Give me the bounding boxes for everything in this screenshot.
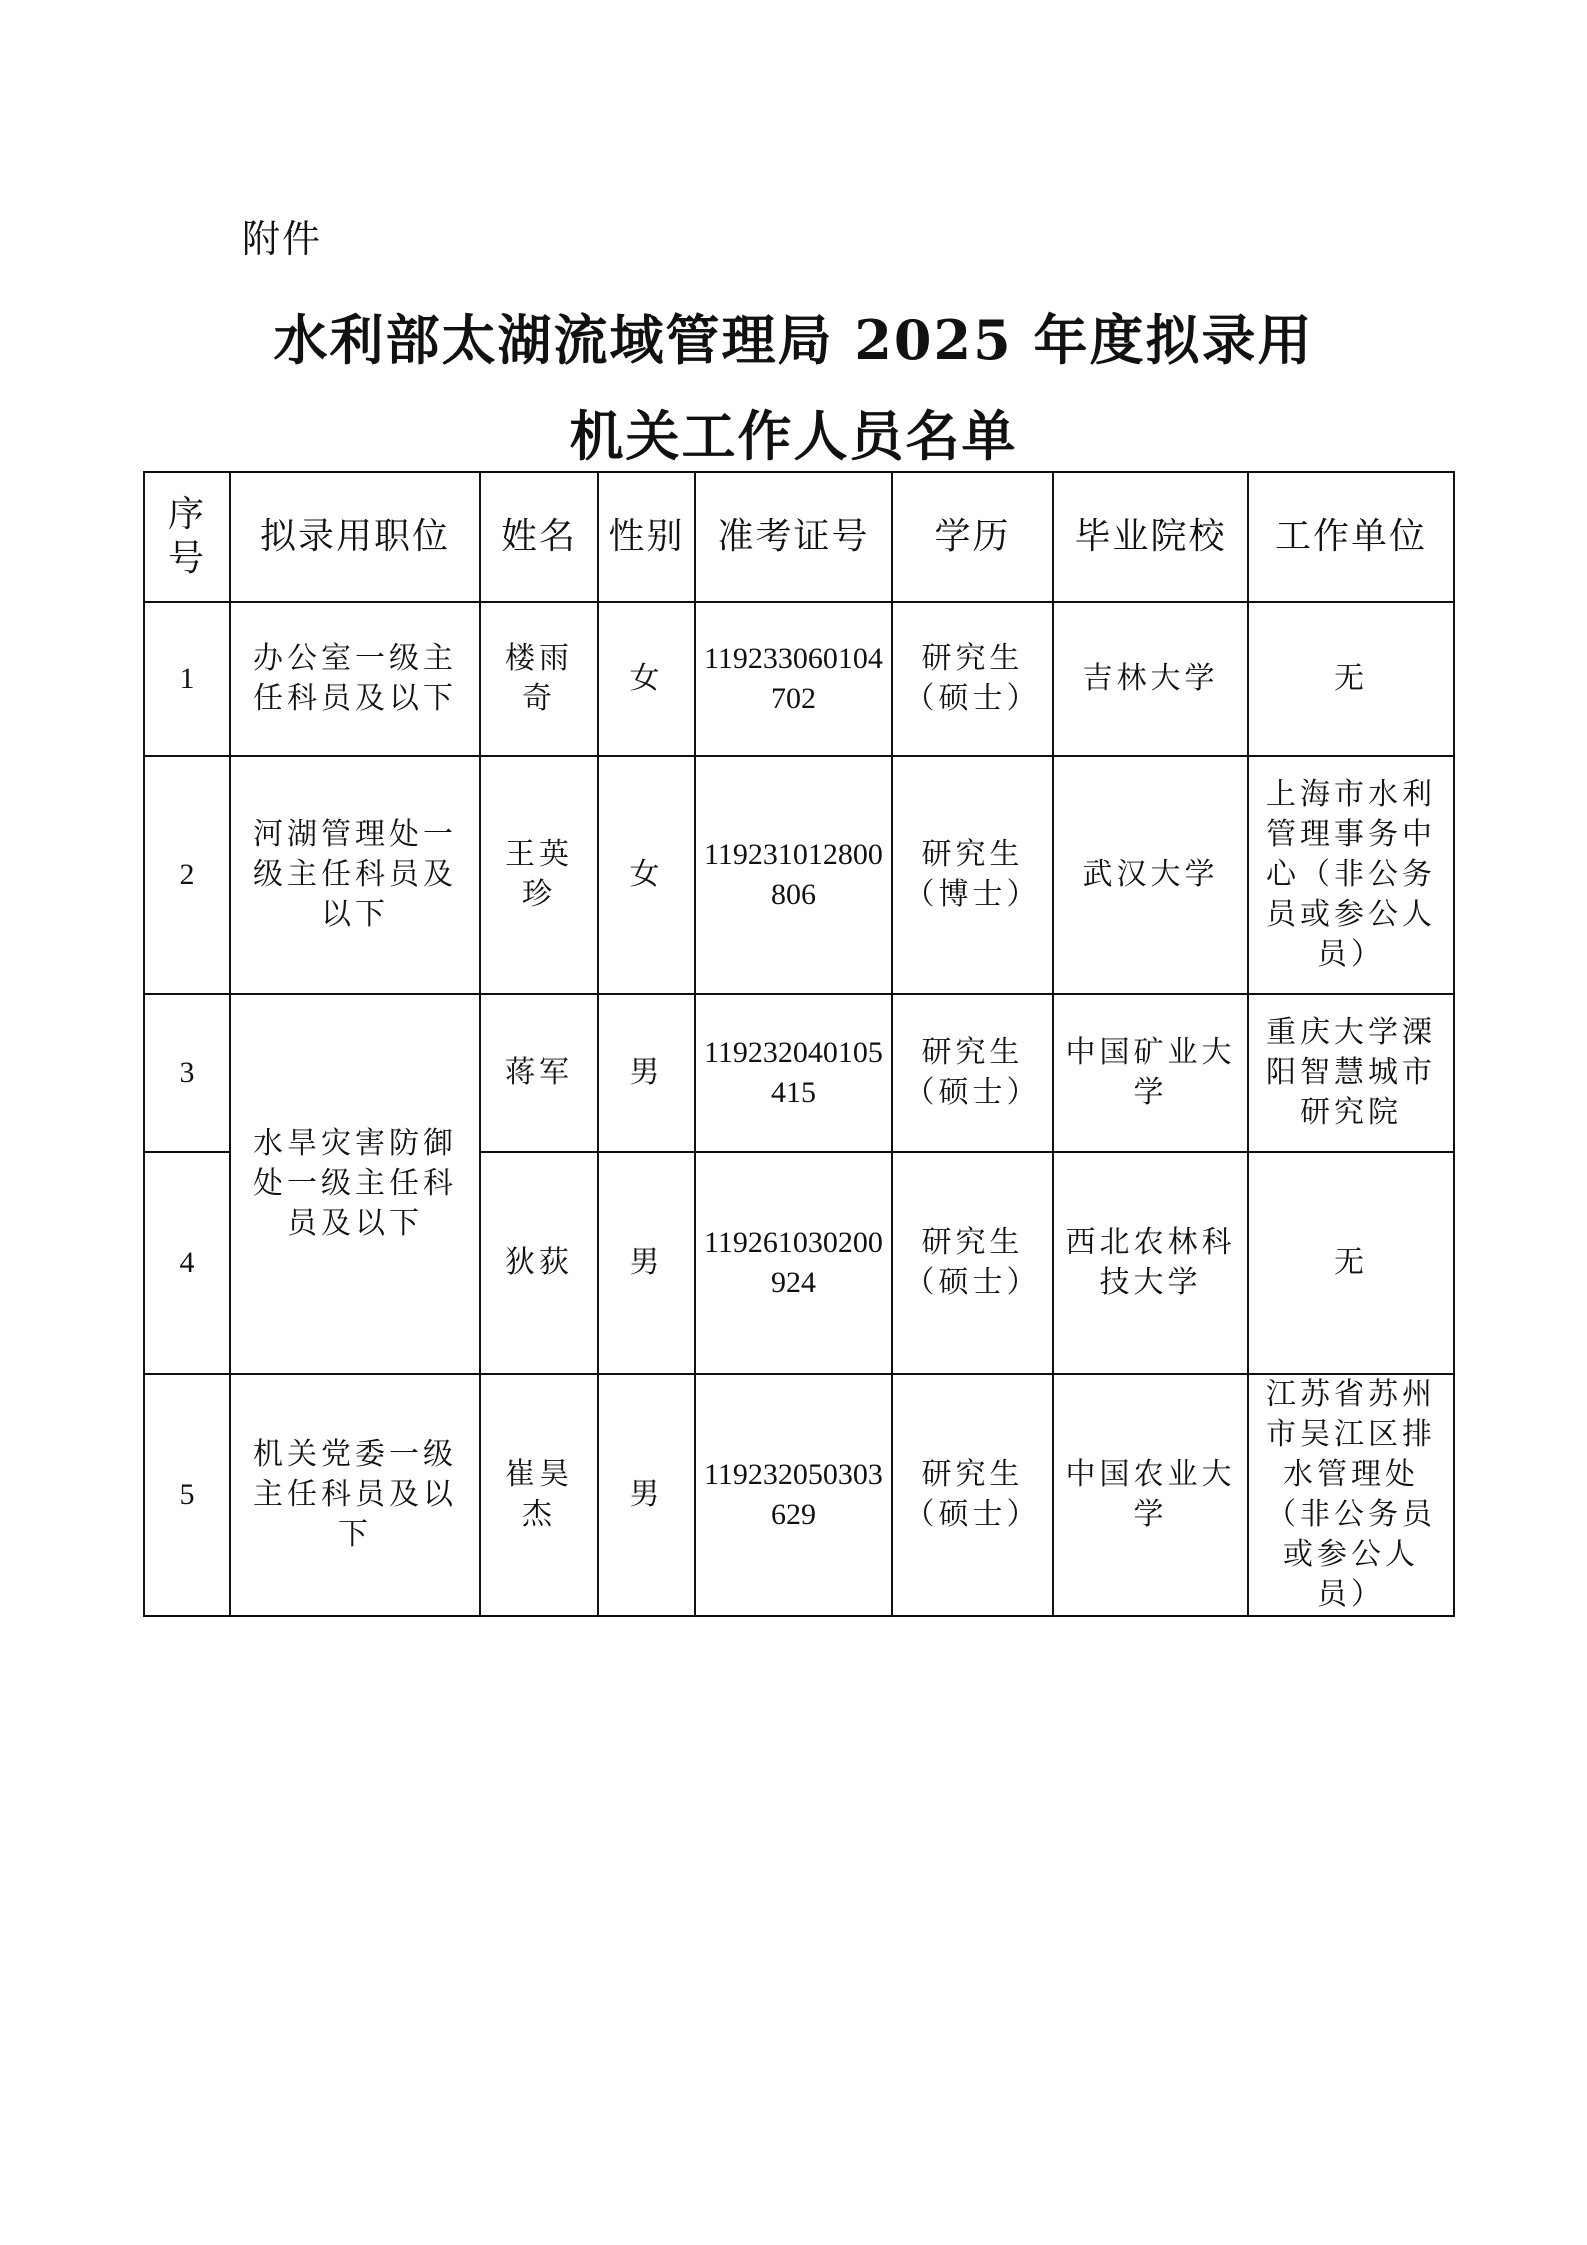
cell-gender: 女	[598, 756, 695, 994]
cell-gender: 男	[598, 994, 695, 1152]
recruitment-roster-table	[143, 471, 1455, 1617]
header-employer: 工作单位	[1248, 472, 1454, 602]
cell-position: 河湖管理处一级主任科员及以下	[230, 756, 480, 994]
header-gender: 性别	[598, 472, 695, 602]
header-education: 学历	[892, 472, 1053, 602]
cell-gender: 女	[598, 602, 695, 756]
cell-school: 西北农林科技大学	[1053, 1152, 1248, 1374]
cell-education: 研究生（博士）	[892, 756, 1053, 994]
cell-name: 蒋军	[480, 994, 598, 1152]
cell-school: 武汉大学	[1053, 756, 1248, 994]
header-name: 姓名	[480, 472, 598, 602]
cell-exam-id: 119232050303629	[695, 1374, 892, 1616]
document-title-line-1: 水利部太湖流域管理局 2025 年度拟录用	[273, 308, 1314, 372]
table-row	[144, 756, 1454, 994]
cell-employer: 无	[1248, 602, 1454, 756]
cell-exam-id: 119261030200924	[695, 1152, 892, 1374]
cell-school: 中国矿业大学	[1053, 994, 1248, 1152]
cell-gender: 男	[598, 1374, 695, 1616]
cell-employer: 无	[1248, 1152, 1454, 1374]
cell-gender: 男	[598, 1152, 695, 1374]
attachment-label: 附件	[242, 217, 323, 261]
table-row	[144, 602, 1454, 756]
cell-name: 楼雨奇	[480, 602, 598, 756]
cell-name: 崔昊杰	[480, 1374, 598, 1616]
cell-employer: 江苏省苏州市吴江区排水管理处（非公务员或参公人员）	[1248, 1374, 1454, 1616]
table-row	[144, 994, 1454, 1152]
cell-school: 中国农业大学	[1053, 1374, 1248, 1616]
cell-exam-id: 119231012800806	[695, 756, 892, 994]
cell-position: 办公室一级主任科员及以下	[230, 602, 480, 756]
cell-exam-id: 119232040105415	[695, 994, 892, 1152]
cell-employer: 上海市水利管理事务中心（非公务员或参公人员）	[1248, 756, 1454, 994]
table-header-row	[144, 472, 1454, 602]
cell-education: 研究生（硕士）	[892, 1152, 1053, 1374]
cell-seq: 3	[144, 994, 230, 1152]
cell-seq: 5	[144, 1374, 230, 1616]
header-seq: 序号	[144, 472, 230, 602]
cell-education: 研究生（硕士）	[892, 994, 1053, 1152]
header-exam-id: 准考证号	[695, 472, 892, 602]
cell-seq: 4	[144, 1152, 230, 1374]
cell-seq: 2	[144, 756, 230, 994]
cell-education: 研究生（硕士）	[892, 1374, 1053, 1616]
cell-seq: 1	[144, 602, 230, 756]
cell-employer: 重庆大学溧阳智慧城市研究院	[1248, 994, 1454, 1152]
cell-position: 水旱灾害防御处一级主任科员及以下	[230, 994, 480, 1374]
cell-position: 机关党委一级主任科员及以下	[230, 1374, 480, 1616]
cell-name: 狄荻	[480, 1152, 598, 1374]
header-school: 毕业院校	[1053, 472, 1248, 602]
cell-school: 吉林大学	[1053, 602, 1248, 756]
document-title-line-2: 机关工作人员名单	[569, 404, 1018, 468]
cell-name: 王英珍	[480, 756, 598, 994]
cell-education: 研究生（硕士）	[892, 602, 1053, 756]
cell-exam-id: 119233060104702	[695, 602, 892, 756]
header-position: 拟录用职位	[230, 472, 480, 602]
table-row	[144, 1374, 1454, 1616]
